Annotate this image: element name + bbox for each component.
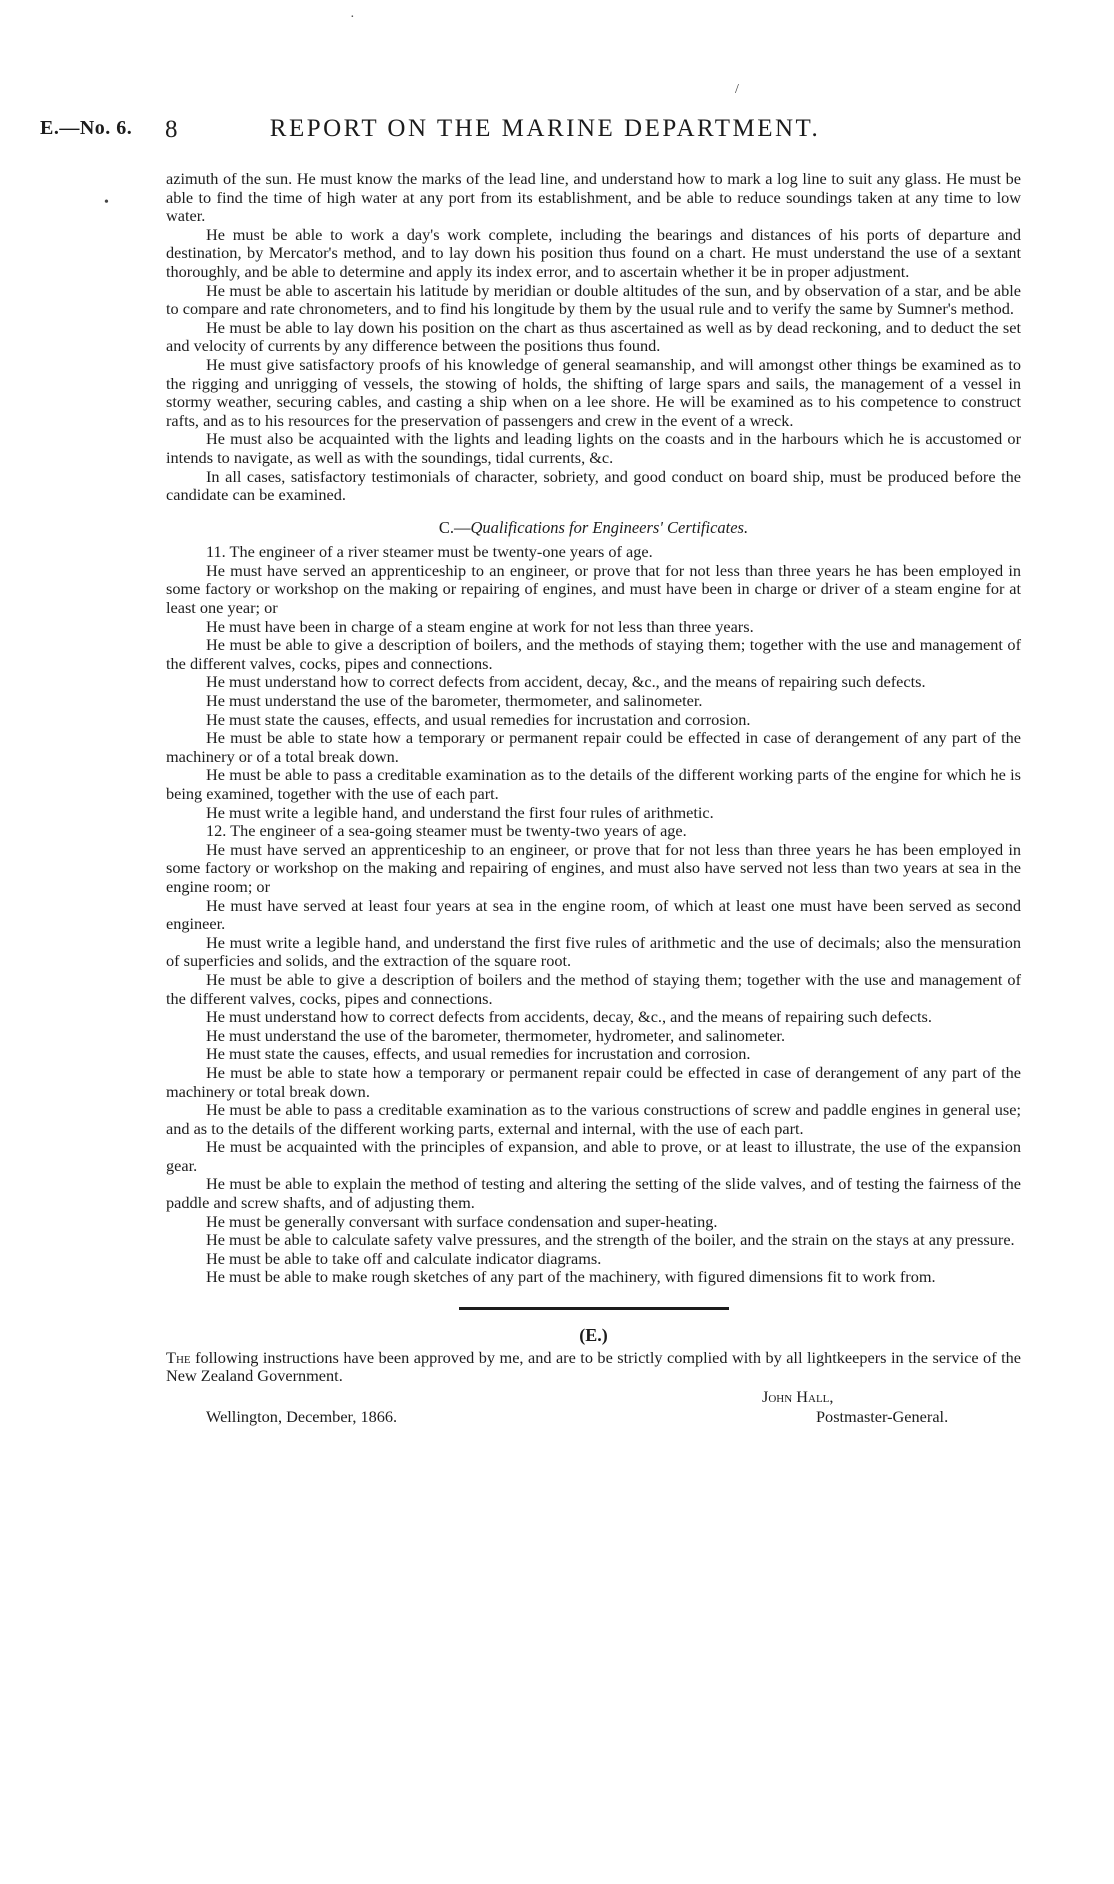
paragraph: He must be able to lay down his position on the chart as thus ascertained as well as by dead reckoning, and to deduct the set and velocity of currents by any difference between the positions thus found.	[166, 317, 1021, 356]
section-divider	[459, 1307, 729, 1310]
paragraph: He must also be acquainted with the lights and leading lights on the coasts and in the harbours which he is accustomed or intends to navigate, as well as with the soundings, tidal currents, &c.	[166, 429, 1021, 467]
signatory-office: Postmaster-General.	[816, 1406, 949, 1426]
paragraph: He must be able to state how a temporary or permanent repair could be effected in case of derangement of any part of the machinery or of a total break down.	[166, 728, 1021, 766]
page-header	[40, 117, 1020, 153]
paragraph: He must state the causes, effects, and usual remedies for incrustation and corrosion.	[206, 1044, 751, 1064]
paragraph: He must have served an apprenticeship to an engineer, or prove that for not less than three years he has been employed in some factory or workshop on the making and repairing of engines, and must also have served not less than two years at sea in the engine room; or	[166, 839, 1021, 896]
paragraph: He must write a legible hand, and understand the first four rules of arithmetic.	[206, 802, 714, 822]
paragraph: He must be able to state how a temporary or permanent repair could be effected in case of derangement of any part of the machinery or total break down.	[166, 1062, 1021, 1101]
paragraph: He must be able to explain the method of testing and altering the setting of the slide valves, and of testing the fairness of the paddle and screw shafts, and of adjusting them.	[166, 1174, 1021, 1213]
engineer-requirements	[166, 543, 1021, 1287]
paragraph: He must be generally conversant with surface condensation and super-heating.	[206, 1211, 718, 1231]
speck-mark: /	[735, 82, 739, 97]
paragraph: He must have been in charge of a steam engine at work for not less than three years.	[206, 616, 754, 636]
speck-mark: ·	[350, 10, 355, 25]
paragraph: azimuth of the sun. He must know the marks of the lead line, and understand how to mark a log line to suit any glass. He must be able to find the time of high water at any port from its establishment, and be able to reduce soundings taken at any time to low water.	[166, 169, 1021, 226]
document-reference: E.—No. 6.	[40, 117, 133, 139]
paragraph: He must be able to give a description of boilers, and the methods of staying them; together with the use and management of the different valves, cocks, pipes and connections.	[166, 635, 1021, 673]
paragraph: He must have served at least four years at sea in the engine room, of which at least one must have been served as second engineer.	[166, 895, 1021, 934]
dateline: Wellington, December, 1866.	[206, 1406, 398, 1426]
paragraph: 11. The engineer of a river steamer must be twenty-one years of age.	[206, 542, 653, 562]
signature-block	[166, 1388, 1021, 1434]
paragraph: He must understand how to correct defects from accident, decay, &c., and the means of repairing such defects.	[206, 672, 926, 692]
section-c-heading: C.—Qualifications for Engineers' Certificates.	[438, 517, 749, 537]
page-number: 8	[165, 116, 178, 143]
paragraph: He must understand how to correct defects from accidents, decay, &c., and the means of repairing such defects.	[206, 1007, 932, 1027]
speck-mark: •	[104, 195, 109, 210]
document-body	[166, 170, 1021, 1434]
navigation-requirements	[166, 170, 1021, 505]
paragraph: He must have served an apprenticeship to an engineer, or prove that for not less than three years he has been employed in some factory or workshop on the making or repairing of engines, and must have been in charge or driver of a steam engine for at least one year; or	[166, 560, 1021, 618]
paragraph: He must be able to make rough sketches of any part of the machinery, with figured dimensions fit to work from.	[206, 1267, 936, 1287]
paragraph: He must be able to calculate safety valve pressures, and the strength of the boiler, and the strain on the stays at any pressure.	[206, 1230, 1015, 1250]
paragraph: He must be able to take off and calculate indicator diagrams.	[206, 1248, 602, 1268]
signatory-name: John Hall,	[762, 1386, 834, 1406]
notice-lead-word: The	[166, 1347, 191, 1367]
paragraph: He must be able to ascertain his latitude by meridian or double altitudes of the sun, and by observation of a star, and be able to compare and rate chronometers, and to find his longitude by them by the usual rule and to verify the same by Sumner's method.	[166, 280, 1021, 319]
paragraph: He must understand the use of the barometer, thermometer, hydrometer, and salinometer.	[206, 1025, 786, 1045]
paragraph: He must be able to give a description of boilers and the method of staying them; together with the use and management of the different valves, cocks, pipes and connections.	[166, 969, 1021, 1008]
section-e-heading: (E.)	[579, 1325, 608, 1346]
paragraph: He must be acquainted with the principles of expansion, and able to prove, or at least to illustrate, the use of the expansion gear.	[166, 1137, 1021, 1175]
paragraph: He must give satisfactory proofs of his knowledge of general seamanship, and will amongst other things be examined as to the rigging and unrigging of vessels, the stowing of holds, the shifting of large spars and sails, the management of a vessel in stormy weather, securing cables, and casting a ship when on a lee shore. He will be examined as to his competence to construct rafts, and as to his resources for the preservation of passengers and crew in the event of a wreck.	[166, 354, 1021, 430]
running-title: REPORT ON THE MARINE DEPARTMENT.	[269, 115, 821, 142]
paragraph: He must be able to pass a creditable examination as to the details of the different working parts of the engine for which he is being examined, together with the use of each part.	[166, 765, 1021, 803]
paragraph: 12. The engineer of a sea-going steamer must be twenty-two years of age.	[206, 821, 687, 841]
paragraph: He must state the causes, effects, and usual remedies for incrustation and corrosion.	[206, 709, 751, 729]
paragraph: He must be able to work a day's work complete, including the bearings and distances of his ports of departure and destination, by Mercator's method, and to lay down his position thus found on a chart. He must understand the use of a sextant thoroughly, and be able to determine and apply its index error, and to ascertain whether it be in proper adjustment.	[166, 224, 1021, 281]
paragraph: In all cases, satisfactory testimonials of character, sobriety, and good conduct on board ship, must be produced before the candidate can be examined.	[166, 466, 1021, 505]
paragraph: He must understand the use of the barometer, thermometer, and salinometer.	[206, 691, 703, 711]
instructions-notice: The following instructions have been approved by me, and are to be strictly complied with by all lightkeepers in the service of the New Zealand Government.	[166, 1347, 1021, 1386]
paragraph: He must write a legible hand, and understand the first five rules of arithmetic and the use of decimals; also the mensuration of superficies and solids, and the extraction of the square root.	[166, 932, 1021, 971]
paragraph: He must be able to pass a creditable examination as to the various constructions of screw and paddle engines in general use; and as to the details of the different working parts, external and internal, with the use of each part.	[166, 1100, 1021, 1138]
